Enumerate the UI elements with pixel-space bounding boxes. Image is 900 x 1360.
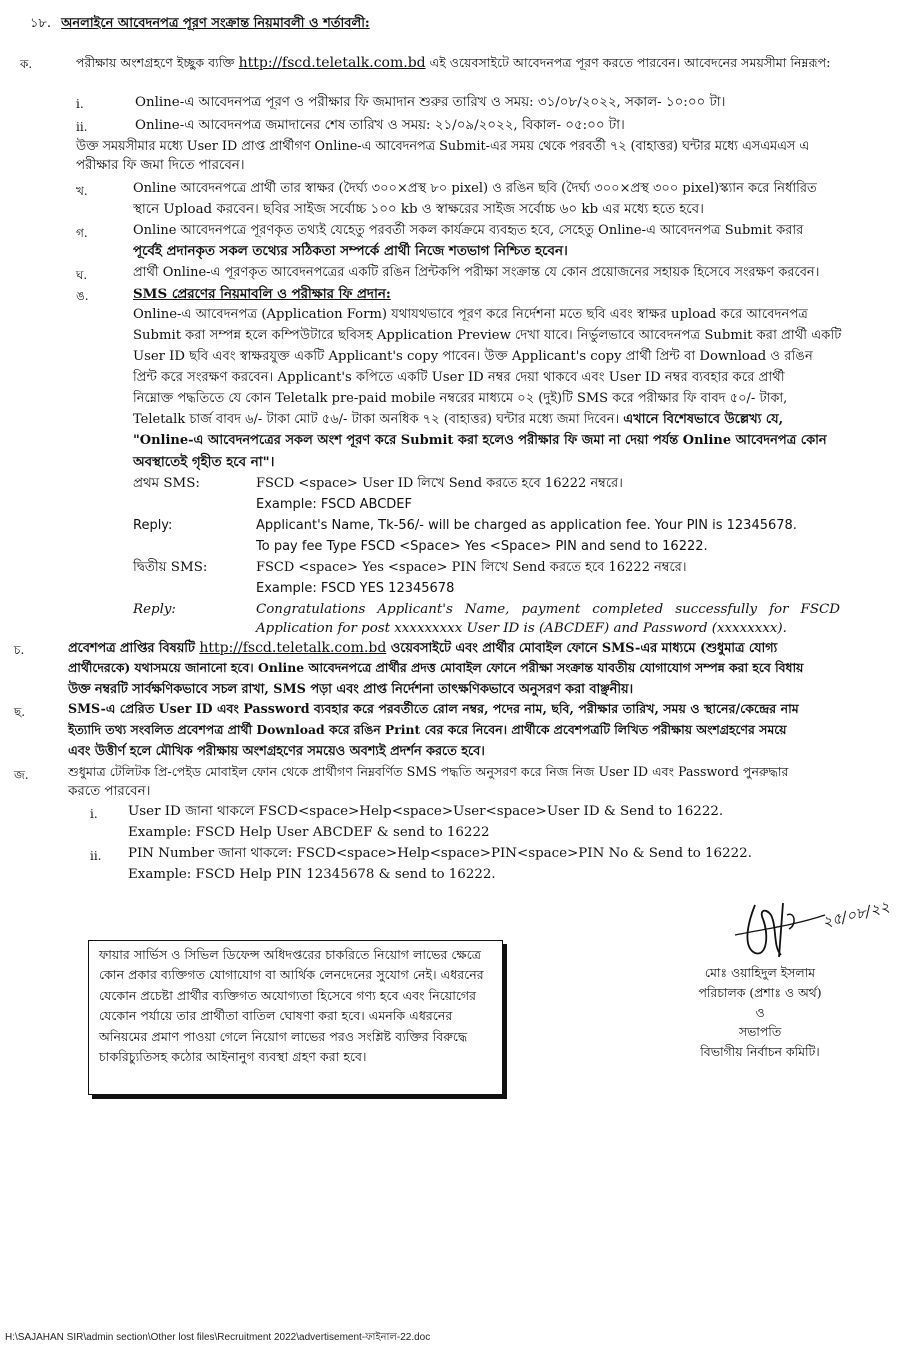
sms-first-text: FSCD <space> User ID লিখে Send করতে হবে 16222 নম্বরে। [256,476,623,491]
notice-line-6: চাকরিচ্যুতিসহ কঠোর আইনানুগ ব্যবস্থা গ্রহণ করা হবে। [99,1048,367,1064]
gha-text: প্রার্থী Online-এ পূরণকৃত আবেদনপত্রের একটি রঙিন প্রিন্টকপি পরীক্ষা সংক্রান্ত যে কোন প্রয়োজনের সহায়ক হিসেবে সংরক্ষণ করবেন। [133,265,820,280]
ja-line-2: করতে পারবেন। [68,784,151,799]
notice-line-1: ফায়ার সার্ভিস ও সিভিল ডিফেন্স অধিদপ্তরের চাকরিতে নিয়োগ লাভের ক্ষেত্রে [99,947,482,962]
ja-i-line-1: User ID জানা থাকলে FSCD<space>Help<space>User<space>User ID & Send to 16222. [128,804,724,819]
footer-file-path: H:\SAJAHAN SIR\admin section\Other lost files\Recruitment 2022\advertisement-ফাইনাল-22.doc [5,1332,431,1343]
marker-cha: চ. [14,643,25,657]
signatory-name: মোঃ ওয়াহিদুল ইসলাম [704,965,816,980]
sms-reply-1-line1: Applicant's Name, Tk-56/- will be charged as application fee. Your PIN is 12345678. [256,518,797,533]
signature-date: ২৫/০৮/২২ [820,897,892,932]
ja-i-line-2: Example: FSCD Help User ABCDEF & send to 16222 [128,825,490,840]
umo-line-1: Online-এ আবেদনপত্র (Application Form) যথাযথভাবে পূরণ করে নির্দেশনা মতে ছবি এবং স্বাক্ষর upload করে আবেদনপত্র [133,307,808,322]
umo-line-2: Submit করা সম্পন্ন হলে কম্পিউটারে ছবিসহ Application Preview দেখা যাবে। নির্ভুলভাবে আবেদনপত্র Submit করা প্রার্থী একটি [133,328,842,343]
signatory-role: সভাপতি [738,1024,782,1039]
sms-second-text: FSCD <space> Yes <space> PIN লিখে Send করতে হবে 16222 নম্বরে। [256,560,687,575]
marker-ga: গ. [76,226,88,240]
marker-ja: জ. [14,768,29,782]
sms-reply-2-line2: Application for post xxxxxxxxx User ID is (ABCDEF) and Password (xxxxxxxx). [256,621,787,636]
handwritten-signature [725,885,895,965]
umo-line-6: Teletalk চার্জ বাবদ ৬/- টাকা মোট ৫৬/- টাকা অনধিক ৭২ (বাহাত্তর) ঘন্টার মধ্যে জমা দিবেন। এখানে বিশেষভাবে উল্লেখ্য যে, [133,412,784,427]
signatory-conj: ও [755,1005,765,1020]
marker-chha: ছ. [14,705,26,719]
notice-line-2: কোন প্রকার ব্যক্তিগত যোগাযোগ বা আর্থিক লেনদেনের সুযোগ নেই। এধরনের [99,967,484,983]
ka-i-marker: i. [76,97,84,111]
marker-umo: ঙ. [76,289,89,303]
section-number: ১৮. [30,16,52,31]
cha-line-3: উক্ত নম্বরটি সার্বক্ষণিকভাবে সচল রাখা, SMS পড়া এবং প্রাপ্ত নির্দেশনা তাৎক্ষণিকভাবে অনুসরণ করা বাঞ্ছনীয়। [68,682,634,697]
sms-label-second: দ্বিতীয় SMS: [133,560,208,575]
section-header [30,14,370,34]
sms-reply-1-line2: To pay fee Type FSCD <Space> Yes <Space> PIN and send to 16222. [256,539,708,554]
sms-label-first: প্রথম SMS: [133,476,200,491]
umo-line-4: প্রিন্ট করে সংরক্ষণ করবেন। Applicant's কপিতে একটি User ID নম্বর দেয়া থাকবে এবং User ID নম্বর ব্যবহার করে প্রার্থী [133,370,785,385]
notice-line-5: অনিয়মের প্রমাণ পাওয়া গেলে নিয়োগ লাভের পরও সংশ্লিষ্ট ব্যক্তির বিরুদ্ধে [99,1028,468,1044]
ja-ii-line-2: Example: FSCD Help PIN 12345678 & send to 16222. [128,867,496,882]
cha-line-1: প্রবেশপত্র প্রাপ্তির বিষয়টি http://fscd.teletalk.com.bd ওয়েবসাইটে এবং প্রার্থীর মোবাইল ফোনে SMS-এর মাধ্যমে (শুধুমাত্র যোগ্য [68,640,778,656]
umo-line-8: অবস্থাতেই গৃহীত হবে না"। [133,454,275,470]
sms-first-example: Example: FSCD ABCDEF [256,497,412,512]
signatory-designation: পরিচালক (প্রশাঃ ও অর্থ) [698,985,822,1000]
sms-label-reply-2: Reply: [133,602,176,617]
section-title: অনলাইনে আবেদনপত্র পূরণ সংক্রান্ত নিয়মাবলী ও শর্তাবলী: [61,16,370,31]
ja-ii-line-1: PIN Number জানা থাকলে: FSCD<space>Help<space>PIN<space>PIN No & Send to 16222. [128,846,752,861]
ka-note-2: পরীক্ষার ফি জমা দিতে পারবেন। [76,158,245,173]
sms-second-example: Example: FSCD YES 12345678 [256,581,455,596]
cha-line-2: প্রার্থীদেরকে) যথাসময়ে জানানো হবে। Online আবেদনপত্রে প্রার্থীর প্রদত্ত মোবাইল ফোনে পরীক্ষা সংক্রান্ত যাবতীয় যোগাযোগ সম্পন্ন করা হবে বিধায় [68,660,804,675]
anti-corruption-notice [88,940,503,1095]
marker-kha: খ. [76,184,88,198]
chha-line-3: এবং উত্তীর্ণ হলে মৌখিক পরীক্ষায় অংশগ্রহণের সময়েও অবশ্যই প্রদর্শন করতে হবে। [68,744,485,759]
kha-line-2: স্থানে Upload করবেন। ছবির সাইজ সর্বোচ্চ ১০০ kb ও স্বাক্ষরের সাইজ সর্বোচ্চ ৬০ kb এর মধ্যে হতে হবে। [133,202,704,217]
sms-reply-2-line1: Congratulations Applicant's Name, payment completed successfully for FSCD [256,602,840,617]
ga-line-1: Online আবেদনপত্রে পূরণকৃত তথ্যই যেহেতু পরবর্তী সকল কার্যক্রমে ব্যবহৃত হবে, সেহেতু Online-এ আবেদনপত্র Submit করার [133,223,804,238]
ka-note-1: উক্ত সময়সীমার মধ্যে User ID প্রাপ্ত প্রার্থীগণ Online-এ আবেদনপত্র Submit-এর সময় থেকে পরবর্তী ৭২ (বাহাত্তর) ঘন্টার মধ্যে এসএমএস এ [76,139,810,154]
marker-gha: ঘ. [76,268,88,282]
cha-link[interactable]: http://fscd.teletalk.com.bd [199,640,387,656]
ga-line-2: পূর্বেই প্রদানকৃত সকল তথ্যের সঠিকতা সম্পর্কে প্রার্থী নিজে শতভাগ নিশ্চিত হবেন। [133,243,568,259]
chha-line-1: SMS-এ প্রেরিত User ID এবং Password ব্যবহার করে পরবর্তীতে রোল নম্বর, পদের নাম, ছবি, পরীক্ষার তারিখ, সময় ও স্থানের/কেন্দ্রের নাম [68,701,799,716]
sms-label-reply-1: Reply: [133,518,173,533]
ka-i-text: Online-এ আবেদনপত্র পূরণ ও পরীক্ষার ফি জমাদান শুরুর তারিখ ও সময়: ৩১/০৮/২০২২, সকাল- ১০:০০ টা। [135,95,726,110]
chha-line-2: ইত্যাদি তথ্য সংবলিত প্রবেশপত্র প্রার্থী Download করে রঙিন Print বের করে নিবেন। প্রার্থীকে প্রবেশপত্রটি লিখিত পরীক্ষায় অংশগ্রহণের সময়ে [68,722,787,737]
ja-i-marker: i. [90,807,98,821]
signatory-committee: বিভাগীয় নির্বাচন কমিটি। [700,1044,820,1059]
ja-line-1: শুধুমাত্র টেলিটক প্রি-পেইড মোবাইল ফোন থেকে প্রার্থীগণ নিম্নবর্ণিত SMS পদ্ধতি অনুসরণ করে নিজ নিজ User ID এবং Password পুনরুদ্ধার [68,764,789,779]
marker-ka: ক. [20,57,33,71]
notice-line-3: যেকোন প্রচেষ্টা প্রার্থীর ব্যক্তিগত অযোগ্যতা হিসেবে গণ্য হবে এবং নিয়োগের [99,987,477,1003]
umo-line-7: "Online-এ আবেদনপত্রের সকল অংশ পূরণ করে Submit করা হলেও পরীক্ষার ফি জমা না দেয়া পর্যন্ত Online আবেদনপত্র কোন [133,433,827,448]
ka-link[interactable]: http://fscd.teletalk.com.bd [238,55,426,71]
umo-line-5: নিম্নোক্ত পদ্ধতিতে যে কোন Teletalk pre-paid mobile নম্বরের মাধ্যমে ০২ (দুই)টি SMS করে পরীক্ষার ফি বাবদ ৫০/- টাকা, [133,391,788,406]
umo-heading: SMS প্রেরণের নিয়মাবলি ও পরীক্ষার ফি প্রদান: [133,286,391,302]
ka-text: পরীক্ষায় অংশগ্রহণে ইচ্ছুক ব্যক্তি http://fscd.teletalk.com.bd এই ওয়েবসাইটে আবেদনপত্র পূরণ করতে পারবেন। আবেদনের সময়সীমা নিম্নরূপ: [76,55,831,71]
ka-ii-text: Online-এ আবেদনপত্র জমাদানের শেষ তারিখ ও সময়: ২১/০৯/২০২২, বিকাল- ০৫:০০ টা। [135,118,625,133]
ka-ii-marker: ii. [76,120,88,134]
kha-line-1: Online আবেদনপত্রে প্রার্থী তার স্বাক্ষর (দৈর্ঘ্য ৩০০×প্রস্থ ৮০ pixel) ও রঙিন ছবি (দৈর্ঘ্য ৩০০×প্রস্থ ৩০০ pixel)স্ক্যান করে নির্ধারিত [133,181,817,196]
umo-line-3: User ID ছবি এবং স্বাক্ষরযুক্ত একটি Applicant's copy পাবেন। উক্ত Applicant's copy প্রার্থী প্রিন্ট বা Download ও রঙিন [133,349,813,364]
ja-ii-marker: ii. [90,849,102,863]
notice-line-4: যেকোন পর্যায়ে তার প্রার্থীতা বাতিল ঘোষণা করা হবে। এমনকি এধরনের [99,1008,453,1024]
